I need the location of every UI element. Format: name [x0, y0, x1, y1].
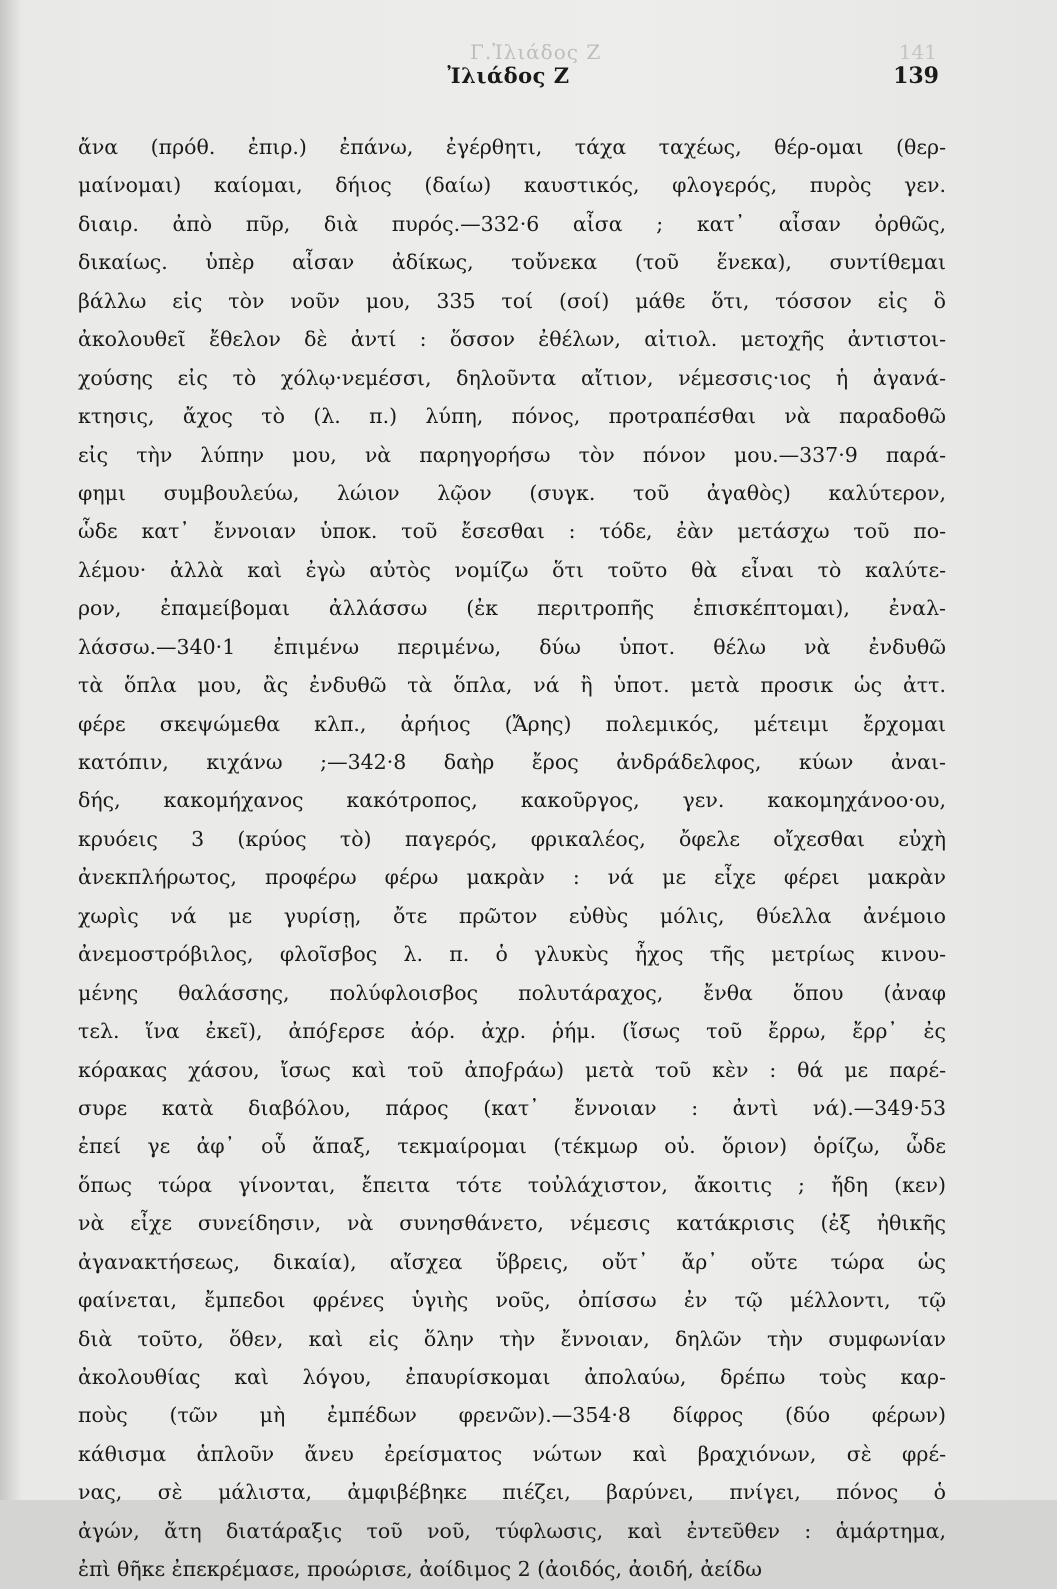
text-line: ἀγών, ἄτη διατάραξις τοῦ νοῦ, τύφλωσις, καὶ ἐντεῦθεν : ἁμάρτημα, — [78, 1518, 946, 1543]
text-line: μαίνομαι) καίομαι, δήιος (δαίω) καυστικός, φλογερός, πυρὸς γεν. — [78, 173, 946, 198]
text-line: λάσσω.—340·1 ἐπιμένω περιμένω, δύω ὑποτ. θέλω νὰ ἐνδυθῶ — [78, 634, 946, 659]
text-line: φαίνεται, ἔμπεδοι φρένες ὑγιὴς νοῦς, ὀπίσσω ἐν τῷ μέλλοντι, τῷ — [78, 1288, 946, 1313]
text-line: ποὺς (τῶν μὴ ἐμπέδων φρενῶν).—354·8 δίφρος (δύο φέρων) — [78, 1403, 946, 1428]
text-line: ἀνεκπλήρωτος, προφέρω φέρω μακρὰν : νά με εἶχε φέρει μακρὰν — [78, 865, 946, 890]
text-line: ἐπὶ θῆκε ἐπεκρέμασε, προώρισε, ἀοίδιμος 2 (ἀοιδός, ἀοιδή, ἀείδω — [78, 1557, 762, 1582]
text-line: λέμου· ἀλλὰ καὶ ἐγὼ αὐτὸς νομίζω ὅτι τοῦτο θὰ εἶναι τὸ καλύτε- — [78, 557, 946, 582]
text-line: ἀνεμοστρόβιλος, φλοῖσβος λ. π. ὁ γλυκὺς ἦχος τῆς μετρίως κινου- — [78, 942, 946, 967]
text-line: εἰς τὴν λύπην μου, νὰ παρηγορήσω τὸν πόνον μου.—337·9 παρά- — [78, 442, 946, 467]
bleed-through-page-number: 141 — [898, 40, 937, 64]
text-line: ὅπως τώρα γίνονται, ἔπειτα τότε τοὐλάχιστον, ἄκοιτις ; ἤδη (κεν) — [78, 1172, 946, 1197]
text-line: τελ. ἵνα ἐκεῖ), ἀπόϝερσε ἀόρ. ἀχρ. ῥήμ. (ἴσως τοῦ ἔρρω, ἔρρ᾽ ἐς — [78, 1019, 946, 1044]
page-header — [78, 63, 939, 95]
text-line: δικαίως. ὑπὲρ αἶσαν ἀδίκως, τοὔνεκα (τοῦ ἕνεκα), συντίθεμαι — [78, 250, 946, 275]
text-line: μένης θαλάσσης, πολύφλοισβος πολυτάραχος, ἔνθα ὅπου (ἀναφ — [78, 980, 946, 1005]
text-line: ρον, ἐπαμείβομαι ἀλλάσσω (ἐκ περιτροπῆς ἐπισκέπτομαι), ἐναλ- — [78, 596, 946, 621]
bleed-through-title: Γ.Ἰλιάδος Ζ — [470, 40, 602, 64]
text-line: κάθισμα ἁπλοῦν ἄνευ ἐρείσματος νώτων καὶ βραχιόνων, σὲ φρέ- — [78, 1441, 946, 1466]
text-line: ἀκολουθεῖ ἔθελον δὲ ἀντί : ὅσσον ἐθέλων, αἰτιολ. μετοχῆς ἀντιστοι- — [78, 327, 946, 352]
text-line: χωρὶς νά με γυρίσῃ, ὄτε πρῶτον εὐθὺς μόλις, θύελλα ἀνέμοιο — [78, 903, 946, 928]
text-line: κρυόεις 3 (κρύος τὸ) παγερός, φρικαλέος, ὄφελε οἴχεσθαι εὐχὴ — [78, 826, 946, 851]
text-line: κτησις, ἄχος τὸ (λ. π.) λύπη, πόνος, προτραπέσθαι νὰ παραδοθῶ — [78, 404, 946, 429]
text-line: συρε κατὰ διαβόλου, πάρος (κατ᾽ ἔννοιαν : ἀντὶ νά).—349·53 — [78, 1095, 946, 1120]
text-line: ὧδε κατ᾽ ἔννοιαν ὑποκ. τοῦ ἔσεσθαι : τόδε, ἐὰν μετάσχω τοῦ πο- — [78, 519, 946, 544]
text-line: φημι συμβουλεύω, λώιον λῷον (συγκ. τοῦ ἀγαθὸς) καλύτερον, — [78, 480, 946, 505]
text-line: φέρε σκεψώμεθα κλπ., ἀρήιος (Ἄρης) πολεμικός, μέτειμι ἔρχομαι — [78, 711, 946, 736]
text-line: κόρακας χάσου, ἴσως καὶ τοῦ ἀποϝράω) μετὰ τοῦ κὲν : θά με παρέ- — [78, 1057, 946, 1082]
text-line: ἀγανακτήσεως, δικαία), αἴσχεα ὕβρεις, οὔτ᾽ ἄρ᾽ οὔτε τώρα ὡς — [78, 1249, 946, 1274]
page-number: 139 — [893, 63, 939, 89]
text-line: κατόπιν, κιχάνω ;—342·8 δαὴρ ἔρος ἀνδράδελφος, κύων ἀναι- — [78, 750, 946, 774]
text-line: δής, κακομήχανος κακότροπος, κακοῦργος, γεν. κακομηχάνοο·ου, — [78, 788, 946, 813]
text-line: διαιρ. ἀπὸ πῦρ, διὰ πυρός.—332·6 αἶσα ; κατ᾽ αἶσαν ὀρθῶς, — [78, 211, 946, 236]
text-line: χούσης εἰς τὸ χόλῳ·νεμέσσι, δηλοῦντα αἴτιον, νέμεσσις·ιος ἡ ἀγανά- — [78, 365, 946, 390]
text-line: νας, σὲ μάλιστα, ἀμφιβέβηκε πιέζει, βαρύνει, πνίγει, πόνος ὁ — [78, 1480, 946, 1505]
running-title: Ἰλιάδος Ζ — [447, 63, 570, 88]
text-line: ἀκολουθίας καὶ λόγου, ἐπαυρίσκομαι ἀπολαύω, δρέπω τοὺς καρ- — [78, 1365, 946, 1389]
text-line: διὰ τοῦτο, ὅθεν, καὶ εἰς ὅλην τὴν ἔννοιαν, δηλῶν τὴν συμφωνίαν — [78, 1326, 946, 1351]
text-line: βάλλω εἰς τὸν νοῦν μου, 335 τοί (σοί) μάθε ὅτι, τόσσον εἰς ὃ — [78, 288, 946, 313]
text-line: τὰ ὅπλα μου, ἂς ἐνδυθῶ τὰ ὅπλα, νά ἢ ὑποτ. μετὰ προσικ ὡς ἀττ. — [78, 673, 946, 698]
text-line: νὰ εἶχε συνείδησιν, νὰ συνησθάνετο, νέμεσις κατάκρισις (ἐξ ἠθικῆς — [78, 1211, 946, 1236]
commentary-text — [78, 128, 946, 1589]
text-line: ἐπεί γε ἀφ᾽ οὗ ἅπαξ, τεκμαίρομαι (τέκμωρ οὐ. ὅριον) ὁρίζω, ὧδε — [78, 1134, 946, 1159]
text-line: ἄνα (πρόθ. ἐπιρ.) ἐπάνω, ἐγέρθητι, τάχα ταχέως, θέρ-ομαι (θερ- — [78, 135, 946, 159]
